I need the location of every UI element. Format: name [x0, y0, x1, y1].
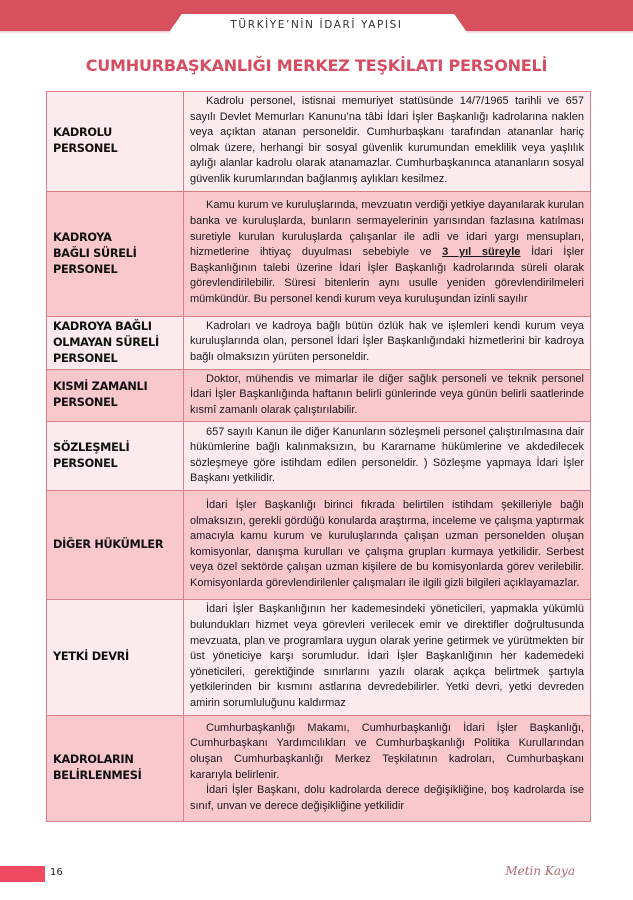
paragraph: İdari İşler Başkanlığı birinci fıkrada belirtilen istihdam şekilleriyle bağlı olmaksızın, gerekli gördüğü konularda araştırma, inceleme ve çalışma yaptırmak amacıyla kamu kurum ve kuruluşlarında çalışan uzman personelden oluşan komisyonlar, danışma kurulları ve çalışma grupları kurmaya yetkilidir. Serbest veya özel sektörde çalışan uzman kişilere de bu komisyonlarda görev verilebilir. Komisyonlarda görevlendirilenler çalışmaları ile ilgili gizli bilgileri açıklayamazlar. [190, 499, 584, 590]
running-head: TÜRKİYE’NİN İDARİ YAPISI [230, 19, 403, 31]
footer-accent-bar [0, 866, 45, 882]
paragraph: Doktor, mühendis ve mimarlar ile diğer sağlık personeli ve teknik personel İdari İşler Başkanlığında haftanın belirli günlerinde veya günün belirli saatlerinde kısmî zamanlı olarak çalıştırılabilir. [190, 372, 584, 416]
row-description [184, 316, 591, 369]
label-line: KADROYA BAĞLI SÜRELİ PERSONEL [53, 230, 137, 276]
page-title: CUMHURBAŞKANLIĞI MERKEZ TEŞKİLATI PERSONELİ [85, 56, 548, 75]
paragraph: Cumhurbaşkanlığı Makamı, Cumhurbaşkanlığı İdari İşler Başkanlığı, Cumhurbaşkanı Yardımcılıkları ve Cumhurbaşkanlığı Politika Kurullarından oluşan Cumhurbaşkanlığı Merkez Teşkilatının kadroları, Cumhurbaşkanı kararıyla belirlenir. [190, 721, 584, 781]
table-row [47, 491, 591, 600]
paragraph: İdari İşler Başkanlığının her kademesindeki yöneticileri, yapmakla yükümlü bulundukları hizmet veya görevleri verilecek emir ve direktifler doğrultusunda mevzuata, plan ve programlara uygun olarak yerine getirmek ve yürütmekten bir üst yöneticiye karşı sorumludur. İdari İşler Başkanlığının her kademedeki yöneticileri, gerektiğinde sınırlarını yazılı olarak açıkça belirtmek şartıyla yetkilerinden bir kısmını astlarına devredebilirler. Yetki devri, yetki devreden amirin sorumluluğunu kaldırmaz [190, 603, 584, 709]
row-label: KADROYA BAĞLI OLMAYAN SÜRELİ PERSONEL [47, 316, 184, 369]
table-row [47, 422, 591, 491]
table-row [47, 191, 591, 316]
row-label: KISMİ ZAMANLI PERSONEL [47, 369, 184, 422]
row-description [184, 715, 591, 821]
row-label: KADROLARIN BELİRLENMESİ [47, 715, 184, 821]
personnel-table [46, 91, 591, 822]
paragraph [190, 198, 584, 307]
page-number: 16 [50, 867, 63, 878]
row-description [184, 369, 591, 422]
row-description [184, 422, 591, 491]
row-label: DİĞER HÜKÜMLER [47, 491, 184, 600]
paragraph: Kadrolu personel, istisnai memuriyet statüsünde 14/7/1965 tarihli ve 657 sayılı Devlet Memurları Kanunu’na tâbi İdari İşler Başkanlığı kadrolarına naklen veya açıktan atanan personeldir. Cumhurbaşkanı tarafından atananlar hariç olmak üzere, herhangi bir sosyal güvenlik kurumundan emeklilik veya yaşlılık aylığı alanlar kadrolu olarak atanamazlar. Cumhurbaşkanınca atananların sosyal güvenlik kurumlarından bağlanmış aylıkları kesilmez. [190, 95, 584, 185]
row-description [184, 191, 591, 316]
table-row [47, 600, 591, 715]
table-row [47, 92, 591, 192]
author-name: Metin Kaya [505, 864, 575, 878]
paragraph: 657 sayılı Kanun ile diğer Kanunların sözleşmeli personel çalıştırılmasına dair hükümlerine bağlı kalınmaksızın, bu Kararname hükümlerine ve akdedilecek sözleşmeye göre istihdam edilen personeldir. ) Sözleşme yapmaya İdari İşler Başkanı yetkilidir. [190, 425, 584, 485]
row-label: SÖZLEŞMELİ PERSONEL [47, 422, 184, 491]
text-before: Kamu kurum ve kuruluşlarında, mevzuatın verdiği yetkiye dayanılarak kurulan banka ve kuruluşlarda, bunların sermayelerinin yarısından fazlasına katılması suretiyle kurulan kuruluşlarda çalışanlar ile adli ve idari yargı mensupları, hizmetlerine ihtiyaç duyulması sebebiyle ve [190, 199, 584, 259]
emphasis-duration: 3 yıl süreyle [442, 246, 521, 259]
paragraph: İdari İşler Başkanı, dolu kadrolarda derece değişikliğine, boş kadrolarda ise sınıf, unvan ve derece değişikliğine yetkilidir [190, 784, 584, 812]
row-label [47, 191, 184, 316]
row-label: YETKİ DEVRİ [47, 600, 184, 715]
row-description [184, 491, 591, 600]
row-description [184, 600, 591, 715]
table-row [47, 369, 591, 422]
table-row [47, 316, 591, 369]
text-after: İdari İşler Başkanlığının talebi üzerine İdari İşler Başkanlığı kadrolarında süreli olarak görevlendirilebilir. Süresi bitenlerin aynı usulle yeniden görevlendirilmeleri mümkündür. Bu personel kendi kurum veya kuruluşundan izinli sayılır [190, 246, 584, 306]
paragraph: Kadroları ve kadroya bağlı bütün özlük hak ve işlemleri kendi kurum veya kuruluşlarında olan, personel İdari İşler Başkanlığındaki hizmetlerini bir kadroya bağlı olmaksızın yürüten personeldir. [190, 319, 584, 363]
row-label: KADROLU PERSONEL [47, 92, 184, 192]
row-description [184, 92, 591, 192]
table-row [47, 715, 591, 821]
